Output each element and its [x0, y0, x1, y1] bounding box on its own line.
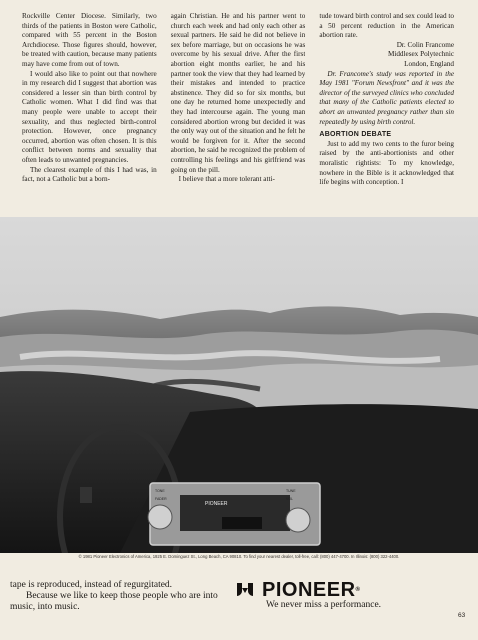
stereo-brand-label: PIONEER [205, 501, 228, 507]
brand-block [234, 580, 394, 614]
tagline-line-3: music, into music. [10, 602, 80, 612]
stereo-tune-label: TUNE [286, 489, 296, 493]
col3-body: Just to add my two cents to the furor being raised by the anti-abortionists and other moralistic rightists: To my knowledge, nowhere in the Bible is it acknowledged that life begins with conception. I [319, 139, 455, 187]
signature-location: London, England [404, 59, 455, 68]
tagline-line-2: Because we like to keep those people who are into [26, 591, 218, 601]
hazard-switch [80, 487, 92, 503]
photo-illustration [0, 217, 478, 553]
col3-intro: tude toward birth control and sex could lead to a 50 percent reduction in the American abortion rate. [319, 12, 455, 40]
stereo-frequency-display [222, 517, 262, 529]
brand-row [234, 580, 394, 600]
brand-name [262, 580, 360, 600]
section-heading: ABORTION DEBATE [319, 131, 392, 139]
registered-mark: ® [355, 587, 361, 593]
col1-paragraph-3: The clearest example of this I had was, in fact, not a Catholic but a born- [22, 165, 157, 184]
column-3 [319, 12, 454, 217]
column-2 [171, 12, 306, 217]
signature-affiliation: Middlesex Polytechnic [387, 50, 455, 59]
stereo-tone-label: TONE [155, 489, 165, 493]
pioneer-logo-icon [234, 581, 256, 599]
page-number: 63 [458, 612, 466, 619]
letters-columns [22, 12, 454, 217]
col2-paragraph-1: again Christian. He and his partner went to church each week and had only each other as sexual partners. He said he did not believe in sex before marriage, but on occasions he was overcome by his sexual drive. After the first abortion eight months earlier, he and his partner took the view that they had learned by their mistakes and intended to practice abstinence. They did so for six months, but one day he returned home unexpectedly and they had intercourse again. The young man considered abortion wrong but decided it was the only way out of the situation and he felt he would be forgiven for it. After the second abortion, he said he recognized the problem of controlling his feelings and his girlfriend was going on the pill. [170, 12, 306, 174]
signature-name: Dr. Colin Francome [396, 40, 455, 49]
brand-name-text: PIONEER [262, 579, 356, 601]
ad-tagline [10, 580, 250, 613]
right-knob [286, 508, 310, 532]
tagline-line-1: tape is reproduced, instead of regurgitated. [10, 580, 173, 590]
col1-paragraph-2: I would also like to point out that nowhere in my research did I suggest that abortion was considered a lesser sin than birth control by Catholic women. What I did find was that many people were unable to accept their sexuality, and thus neglected birth-control protection. However, once pregnancy occurred, abortion was often chosen. It is this conflict between norms and sexuality that often leads to unwanted pregnancies. [22, 69, 157, 164]
col2-paragraph-2: I believe that a more tolerant atti- [178, 175, 275, 184]
brand-slogan: We never miss a performance. [266, 600, 382, 610]
editor-note: Dr. Francome's study was reported in the May 1981 "Forum Newsfront" and it was the director of the surveyed clinics who concluded that many of the Catholic patients elected to abort an unwanted pregnancy rather than sin repeatedly by using birth control. [319, 69, 455, 126]
column-1 [22, 12, 157, 217]
stereo-volume-label: VOL [286, 497, 294, 501]
ad-credit-line: © 1981 Pioneer Electronics of America, 1925 E. Dominguez St., Long Beach, CA 90810. To find your nearest dealer, toll-free, call: (800) 447-4700. In Illinois: (800) 322-4400. [78, 554, 400, 559]
ad-photo-dashboard-desert [0, 217, 478, 553]
left-knob [148, 505, 172, 529]
col1-paragraph-1: Rockville Center Diocese. Similarly, two thirds of the patients in Boston were Catholic, compared with 55 percent in the Boston Archdiocese. Those figures should, however, be treated with caution, because many patients may have come from out of town. [22, 12, 157, 68]
stereo-fader-label: FADER [155, 497, 167, 501]
